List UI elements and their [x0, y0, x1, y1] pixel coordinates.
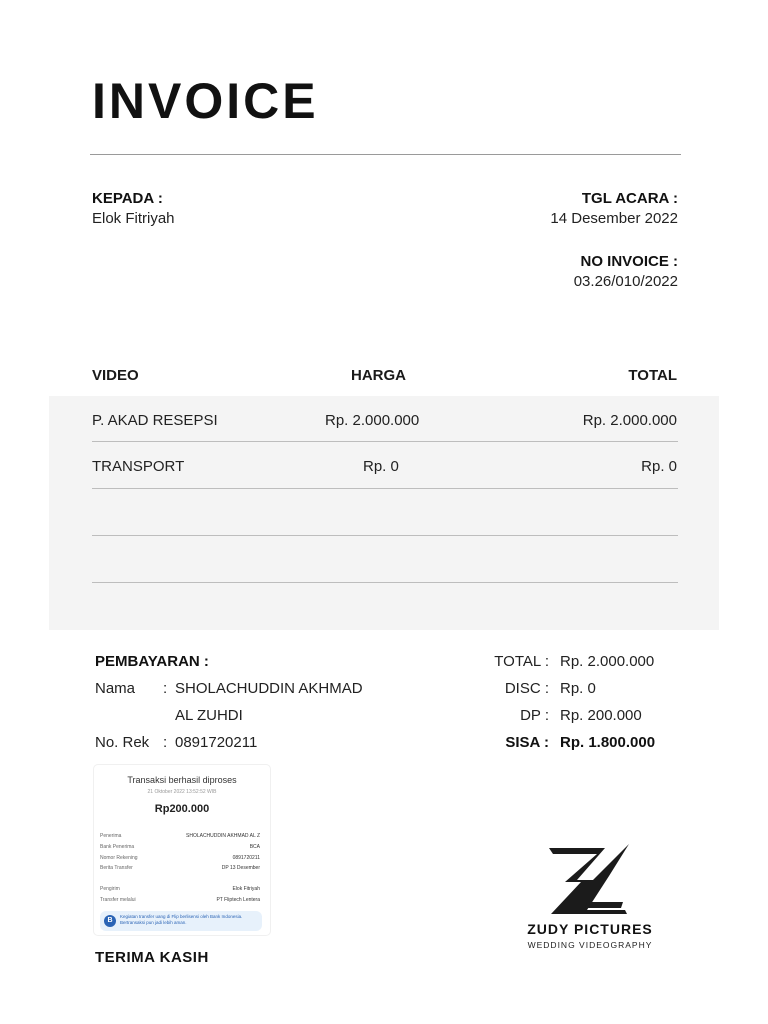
header-divider [90, 154, 681, 155]
summary-disc-value: Rp. 0 [560, 680, 596, 697]
brand-name: ZUDY PICTURES [527, 921, 653, 937]
event-date-label: TGL ACARA : [581, 190, 678, 207]
invoice-title: INVOICE [92, 73, 319, 129]
event-date-value: 14 Desember 2022 [550, 210, 678, 227]
receipt-row-key: Berita Transfer [100, 865, 133, 871]
payment-account-label: No. Rek [95, 734, 150, 751]
payment-name-colon: : [163, 680, 168, 697]
transfer-receipt-image [94, 765, 270, 935]
recipient-label: KEPADA : [92, 190, 163, 207]
receipt-row [100, 865, 264, 874]
col-header-video: VIDEO [92, 367, 139, 384]
receipt-date: 21 Oktober 2022 13:52:52 WIB [147, 789, 217, 795]
row-divider [92, 441, 678, 442]
summary-total-value: Rp. 2.000.000 [560, 653, 655, 670]
thank-you-text: TERIMA KASIH [95, 949, 209, 966]
receipt-row-value: DP 13 Desember [221, 865, 260, 871]
receipt-info-banner [100, 911, 262, 931]
receipt-row-value: Elok Fitriyah [232, 886, 260, 892]
z-logo-icon [547, 842, 631, 916]
row-1-item: P. AKAD RESEPSI [92, 412, 218, 429]
receipt-row [100, 855, 264, 864]
summary-sisa-value: Rp. 1.800.000 [560, 734, 656, 751]
receipt-row-key: Bank Penerima [100, 844, 135, 850]
invoice-no-label: NO INVOICE : [580, 253, 678, 270]
payment-name-label: Nama [95, 680, 136, 697]
col-header-total: TOTAL [628, 367, 677, 384]
receipt-amount: Rp200.000 [154, 803, 210, 815]
summary-dp-value: Rp. 200.000 [560, 707, 642, 724]
receipt-row-value: SHOLACHUDDIN AKHMAD AL Z [186, 833, 260, 839]
row-2-item: TRANSPORT [92, 458, 185, 475]
receipt-row [100, 886, 264, 895]
receipt-row [100, 833, 264, 842]
row-2-total: Rp. 0 [641, 458, 677, 475]
row-divider [92, 535, 678, 536]
receipt-row-key: Penerima [100, 833, 122, 839]
brand-tagline: WEDDING VIDEOGRAPHY [527, 940, 653, 950]
receipt-row-key: Transfer melalui [100, 897, 136, 903]
summary-sisa-label: SISA : [505, 734, 549, 751]
payment-account-colon: : [163, 734, 168, 751]
receipt-row-key: Nomor Rekening [100, 855, 138, 861]
invoice-no-value: 03.26/010/2022 [573, 273, 678, 290]
payment-account-value: 0891720211 [175, 734, 258, 751]
receipt-row-key: Pengirim [100, 886, 120, 892]
payment-label: PEMBAYARAN : [95, 653, 209, 670]
row-2-price: Rp. 0 [363, 458, 399, 475]
receipt-title: Transaksi berhasil diproses [127, 775, 237, 785]
row-1-price: Rp. 2.000.000 [325, 412, 420, 429]
payment-name-line1: SHOLACHUDDIN AKHMAD [175, 680, 363, 697]
row-divider [92, 582, 678, 583]
summary-dp-label: DP : [520, 707, 549, 724]
row-divider [92, 488, 678, 489]
summary-disc-label: DISC : [504, 680, 549, 697]
receipt-row-value: BCA [249, 844, 260, 850]
receipt-banner-text: Kegiatan transfer uang di Flip berlisensi oleh Bank Indonesia. Bertransaksi pun jadi lebih aman. [120, 914, 243, 925]
payment-name-line2: AL ZUHDI [175, 707, 243, 724]
receipt-row [100, 897, 264, 906]
items-table-body [49, 396, 719, 630]
receipt-row [100, 844, 264, 853]
col-header-harga: HARGA [351, 367, 406, 384]
receipt-row-value: 0891720211 [232, 855, 260, 861]
row-1-total: Rp. 2.000.000 [582, 412, 677, 429]
bank-indonesia-icon: B [104, 915, 116, 927]
summary-total-label: TOTAL : [494, 653, 549, 670]
receipt-row-value: PT Fliptech Lentera [216, 897, 260, 903]
recipient-name: Elok Fitriyah [92, 210, 175, 227]
